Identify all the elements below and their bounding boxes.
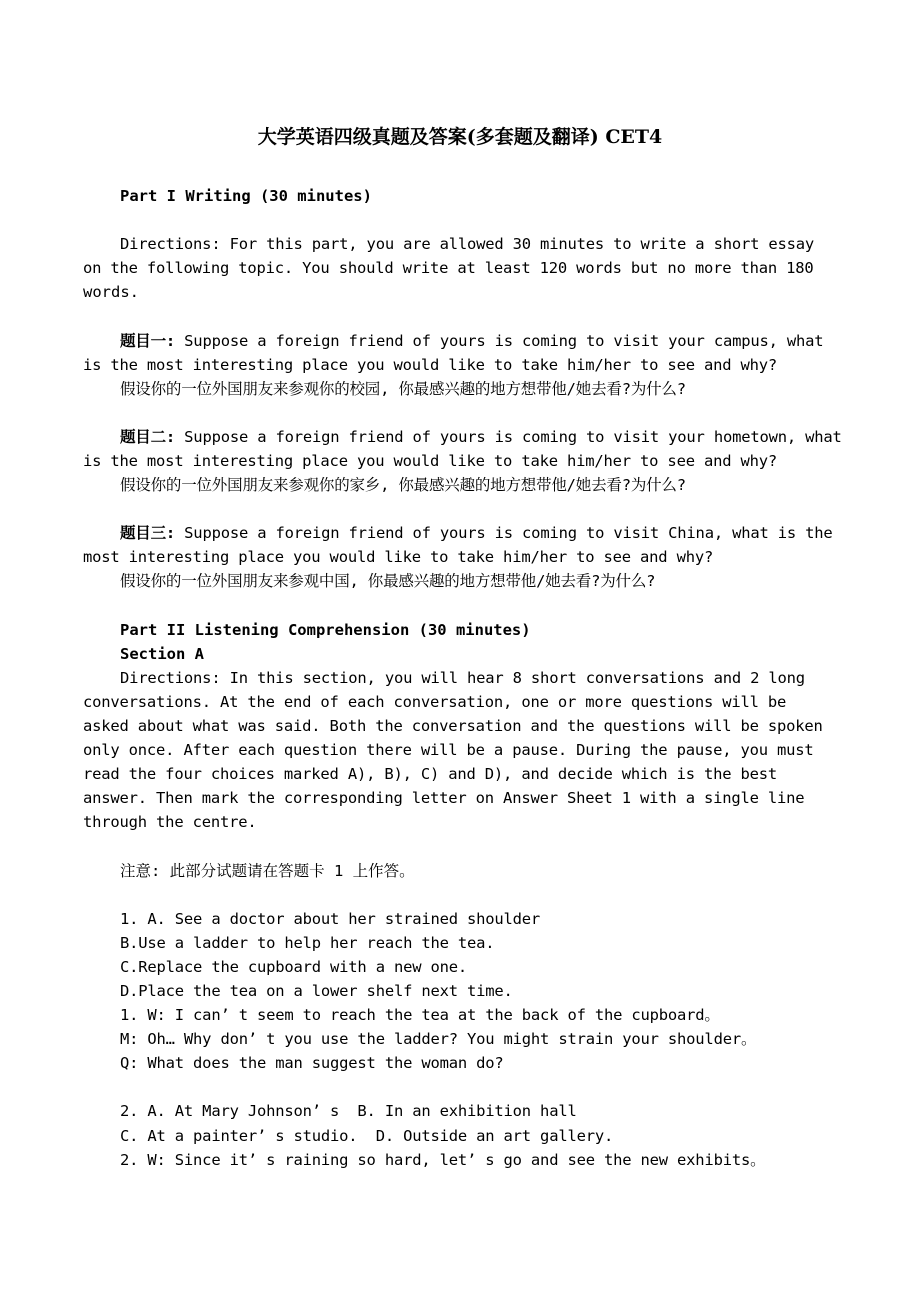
part1-heading: Part I Writing (30 minutes)	[120, 187, 372, 205]
q1-option-a: 1. A. See a doctor about her strained shoulder	[120, 910, 541, 928]
topic-3-label: 题目三:	[120, 524, 176, 542]
part1-directions-line: Directions: For this part, you are allowed 30 minutes to write a short essay	[120, 235, 815, 253]
q1-option-b: B.Use a ladder to help her reach the tea.	[120, 934, 495, 952]
document-title: 大学英语四级真题及答案(多套题及翻译) CET4	[257, 126, 663, 148]
part2-directions-line: Directions: In this section, you will hear 8 short conversations and 2 long	[120, 669, 805, 687]
topic-2-translation: 假设你的一位外国朋友来参观你的家乡, 你最感兴趣的地方想带他/她去看?为什么?	[120, 476, 686, 494]
answer-sheet-note: 注意: 此部分试题请在答题卡 1 上作答。	[120, 862, 415, 880]
topic-2-label: 题目二:	[120, 428, 176, 446]
topic-3-translation: 假设你的一位外国朋友来参观中国, 你最感兴趣的地方想带他/她去看?为什么?	[120, 572, 656, 590]
topic-2-line	[120, 425, 842, 449]
part2-directions-line: conversations. At the end of each conversation, one or more questions will be	[83, 693, 787, 711]
section-a-heading: Section A	[120, 645, 204, 663]
part2-heading: Part II Listening Comprehension (30 minutes)	[120, 621, 531, 639]
topic-3-line	[120, 521, 833, 545]
q1-question: Q: What does the man suggest the woman do?	[120, 1054, 504, 1072]
part1-directions-line: words.	[83, 283, 139, 301]
q1-script-w: 1. W: I can’ t seem to reach the tea at the back of the cupboard。	[120, 1006, 720, 1024]
topic-1-line2: is the most interesting place you would like to take him/her to see and why?	[83, 356, 778, 374]
part2-directions-line: answer. Then mark the corresponding letter on Answer Sheet 1 with a single line	[83, 789, 805, 807]
q2-script-w: 2. W: Since it’ s raining so hard, let’ s go and see the new exhibits。	[120, 1151, 766, 1169]
part2-directions-line: only once. After each question there will be a pause. During the pause, you must	[83, 741, 814, 759]
topic-3-text: Suppose a foreign friend of yours is coming to visit China, what is the	[175, 524, 833, 542]
q2-options-ab: 2. A. At Mary Johnson’ s B. In an exhibition hall	[120, 1102, 577, 1120]
part2-directions-line: read the four choices marked A), B), C) and D), and decide which is the best	[83, 765, 778, 783]
topic-2-text: Suppose a foreign friend of yours is coming to visit your hometown, what	[175, 428, 842, 446]
topic-3-line2: most interesting place you would like to take him/her to see and why?	[83, 548, 714, 566]
topic-1-label: 题目一:	[120, 332, 176, 350]
topic-2-line2: is the most interesting place you would like to take him/her to see and why?	[83, 452, 778, 470]
part1-directions-line: on the following topic. You should write at least 120 words but no more than 180	[83, 259, 814, 277]
part2-directions-line: through the centre.	[83, 813, 257, 831]
q2-options-cd: C. At a painter’ s studio. D. Outside an art gallery.	[120, 1127, 614, 1145]
topic-1-translation: 假设你的一位外国朋友来参观你的校园, 你最感兴趣的地方想带他/她去看?为什么?	[120, 380, 686, 398]
q1-script-m: M: Oh… Why don’ t you use the ladder? You might strain your shoulder。	[120, 1030, 757, 1048]
q1-option-d: D.Place the tea on a lower shelf next time.	[120, 982, 513, 1000]
topic-1-line	[120, 329, 823, 353]
q1-option-c: C.Replace the cupboard with a new one.	[120, 958, 468, 976]
topic-1-text: Suppose a foreign friend of yours is coming to visit your campus, what	[175, 332, 824, 350]
part2-directions-line: asked about what was said. Both the conversation and the questions will be spoken	[83, 717, 823, 735]
